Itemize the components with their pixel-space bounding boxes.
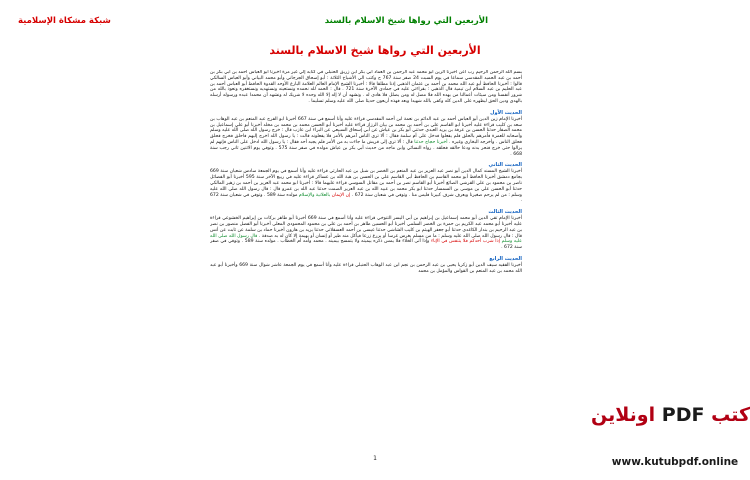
watermark-brand: PDF bbox=[661, 404, 705, 426]
watermark-url: www.kutubpdf.online bbox=[611, 456, 739, 468]
section-text: أخبرنا الشيخ المسند كمال الدين أبو نصر عبد العزيز بن عبد المنعم بن الخضر بن شبل بن عبد الحارثي قراءة عليه وأنا أسمع في يوم الجمعة سادس شعبان سنة 669 بجامع دمشق أخبرنا الحافظ أبو محمد القاسم بن الحافظ أبي القاسم علي بن الحسن بن هبة الله بن عساكر قراءة عليه في ربيع الآخر سنة 595 أخبرنا أبو الفضائل ناصر بن محمود بن علي القرشي الصائغ أخبرنا أبو القاسم نصر بن أحمد بن مقاتل السوسي قراءة عليهما قالا : أخبرنا ابو محمد عبد العزيز بن أحمد بن زهير المالكي حدثنا أبو الحسن علي بن موسى بن السمسار حدثنا ابو بكر محمد بن عبيد الله بن عبد العزيز الصمت حدثنا عبد الله بن عمرو قال : قال رسول الله صلى الله عليه وسلم : من لم يرحم صغيرنا ويعرف شرف كبيرنا فليس منا . وتوفي في شعبان سنة 672 . bbox=[210, 169, 522, 198]
highlight-green: قال رسول الله صلى الله عليه وسلم bbox=[210, 233, 522, 245]
watermark-word: اونلاين bbox=[591, 404, 656, 426]
section-heading: الحديث الرابع bbox=[489, 255, 522, 262]
section-heading: الحديث الثالث bbox=[488, 209, 522, 216]
section-text: وإذا أتى الخلاء فلا يمس ذكره بيمينه ولا يتمسح بيمينه . محمد وأمه أم الخطاب . مولده سنة 589 . وتوفي في صفر سنة 672 . bbox=[210, 239, 522, 251]
section-paragraph: أخبرنا الفقيه سيف الدين أبو زكريا يحيى بن عبد الرحمن بن نجم ابن عبد الوهاب الحنبلي قراءة عليه وأنا أسمع في يوم الجمعة عاشر شوال سنة 669 وأخبرنا أبو عبد الله محمد بن عبد المنعم بن القواس والمؤمل بن محمد bbox=[210, 262, 522, 274]
watermark-word: كتب bbox=[711, 404, 750, 426]
page-number: 1 bbox=[373, 455, 377, 462]
section-heading: الحديث الأول bbox=[490, 109, 522, 116]
body-text-column bbox=[210, 70, 522, 460]
header-site-name: شبكة مشكاة الإسلامية bbox=[18, 16, 111, 26]
section-paragraph bbox=[210, 117, 522, 158]
section-paragraph bbox=[210, 169, 522, 204]
highlight-red: إن الإيمان bbox=[331, 192, 351, 198]
page-title: الأربعين التي رواها شيخ الاسلام بالسند bbox=[269, 44, 481, 57]
highlight-red: إذا شرب أحدكم فلا يتنفس في الإناء bbox=[430, 239, 500, 245]
section-text: أخبرنا الإمام زين الدين أبو العباس أحمد بن عبد الدائم بن نعمة ابن أحمد المقدسي قراءة عليه وأنا أسمع في سنة 667 أخبرنا ابو الفرج عبد المنعم بن عبد الوهاب بن سعد بن كليب قراءة عليه أخبرنا ابو القاسم علي بن أحمد بن محمد بن بيان الرزاز قراءة عليه أخبرنا أبو الحسن محمد بن محمد بن مخلد أخبرنا أبو علي إسماعيل بن محمد الصفار حدثنا الحسن بن عرفة بن يزيد العبدي حدثني أبو بكر بن عياش عن أبي إسحاق السبيعي عن البراء ابن عازب قال : خرج رسول الله صلى الله عليه وسلم وأصحابه للعمرة فأمرهم بالحلق فلم يفعلوا فدخل على أم سلمة فقال : ألا ترى الناس آمرهم بالأمر فلا يفعلونه قالت : يا رسول الله اخرج إليهم فاحلق فخرج فحلق فحلق الناس . وأخرجه البخاري وغيره . bbox=[210, 116, 522, 145]
watermark-logo bbox=[591, 404, 750, 426]
intro-paragraph: بسم الله الرحمن الرحيم رب أعن أخبرنا الزين أبو محمد عبد الرحمن بن العماد ابي بكر ابن زريق الحنبلي في كتابه إلي غير مرة أخبرنا ابو العباس أحمد بن ابي بكر بن أحمد بن عبد الحميد المقدسي سماعا في يوم السبت 24 صفر سنة 767 ح وكتب الي الأشياخ الثلاثة : أبو إسحاق الجرجاني وأبو محمد البياني وأبو العباس السالكي قالوا : أخبرنا الحافظ أبو عبد الله محمد بن أحمد بن عثمان الذهبي إذنا مطلقا قالا : أخبرنا الشيخ الإمام العالم العلامة البارع الأوحد القدوة الحافظ أبو العباس أحمد بن عبد الحليم بن عبد السلام ابن تيمية قال الذهبي : بقراءتي عليه في جمادى الآخرة سنة 721 . قال : الحمد لله نحمده ونستعينه ونستهديه ونستغفره ونعوذ بالله من شرور أنفسنا ومن سيئات أعمالنا من يهده الله فلا مضل له ومن يضلل فلا هادي له . ونشهد أن لا إله إلا الله وحده لا شريك له ونشهد أن محمدا عبده ورسوله أرسله بالهدى ودين الحق ليظهره على الدين كله وكفى بالله شهيدا وبعد فهذه أربعون حديثا صلى الله عليه وسلم تسليما . bbox=[210, 70, 522, 104]
section-text: قال : ألا ترى إلى قريش ما جاءت به من الأمر فلم يجبه أحد فقال : يا رسول الله ادخل على الناس فإنهم لم يزالوا حتى خرج فنحر بدنه ودعا حالقه فحلقه . رواه النسائي وابن ماجه من حديث أبي بكر بن عياش مولده في صفر سنة 575 . وتوفي يوم الاثنين ثاني رجب سنة 668 . bbox=[210, 139, 522, 157]
section-text: أخبرنا الإمام تقي الدين أبو محمد إسماعيل بن إبراهيم بن أبي اليسر التنوخي قراءة عليه وأنا أسمع في سنة 669 أخبرنا أبو طاهر بركات بن إبراهيم الخشوعي قراءة عليه أخبرنا أبو محمد عبد الكريم بن حمزة بن الخضر السلمي أخبرنا أبو الحسين طاهر بن أحمد بن علي بن محمود المحمودي المعلى أخبرنا أبو الفضل منصور بن نصر بن عبد الرحيم بن بندار الكاغدي حدثنا أبو جعفر الهيثم بن كليب الشاشي حدثنا عيسى بن أحمد العسقلاني حدثنا يزيد بن هارون أخبرنا حماد بن سلمة عن ثابت عن أنس قال : قال رسول الله صلى الله عليه وسلم : ما من مسلم يغرس غرسا أو يزرع زرعا فيأكل منه طير أو إنسان أو بهيمة إلا كان له به صدقة . bbox=[210, 216, 522, 239]
section-text: مولده سنة 589 . وتوفي في شعبان سنة 672 . bbox=[210, 192, 522, 204]
highlight-green: بالعلانية والإسلام bbox=[298, 192, 331, 198]
section-heading: الحديث الثاني bbox=[488, 162, 522, 169]
section-paragraph bbox=[210, 216, 522, 251]
highlight-green: أخبرنا حجاج حدثنا bbox=[414, 139, 448, 145]
header-book-title: الأربعين التي رواها شيخ الاسلام بالسند bbox=[324, 16, 488, 26]
